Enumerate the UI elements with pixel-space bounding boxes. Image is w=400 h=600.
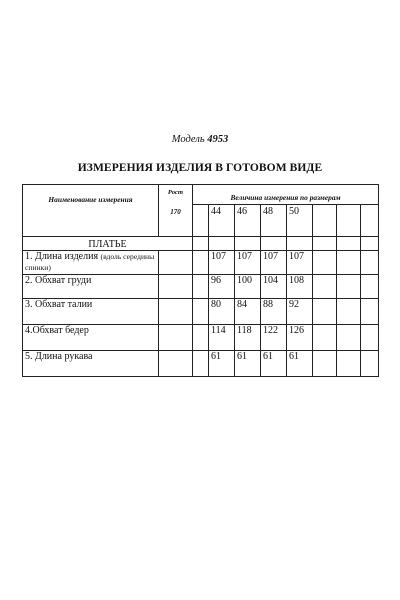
row-label: 4.Обхват бедер xyxy=(23,325,159,351)
empty-cell xyxy=(261,237,287,251)
value-cell: 61 xyxy=(209,351,235,377)
empty-cell xyxy=(159,325,193,351)
empty-cell xyxy=(287,237,313,251)
value-cell: 104 xyxy=(261,275,287,299)
header-height-value: 170 xyxy=(170,208,181,216)
model-number: 4953 xyxy=(207,134,229,145)
empty-cell xyxy=(337,251,361,275)
value-cell: 108 xyxy=(287,275,313,299)
empty-cell xyxy=(361,325,379,351)
size-header-44: 44 xyxy=(209,205,235,237)
empty-cell xyxy=(159,351,193,377)
empty-cell xyxy=(193,325,209,351)
empty-cell xyxy=(193,205,209,237)
empty-cell xyxy=(361,275,379,299)
row-label: 2. Обхват груди xyxy=(23,275,159,299)
value-cell: 61 xyxy=(287,351,313,377)
empty-cell xyxy=(193,237,209,251)
value-cell: 107 xyxy=(209,251,235,275)
row-label: 5. Длина рукава xyxy=(23,351,159,377)
empty-cell xyxy=(337,205,361,237)
value-cell: 118 xyxy=(235,325,261,351)
empty-cell xyxy=(313,325,337,351)
value-cell: 114 xyxy=(209,325,235,351)
header-height xyxy=(159,185,193,237)
value-cell: 107 xyxy=(261,251,287,275)
table-row xyxy=(23,251,379,275)
empty-cell xyxy=(159,299,193,325)
model-caption xyxy=(0,134,400,145)
section-title: ПЛАТЬЕ xyxy=(23,237,193,251)
value-cell: 122 xyxy=(261,325,287,351)
empty-cell xyxy=(193,251,209,275)
empty-cell xyxy=(361,299,379,325)
table-row xyxy=(23,299,379,325)
value-cell: 107 xyxy=(235,251,261,275)
table-row xyxy=(23,325,379,351)
table-row xyxy=(23,275,379,299)
empty-cell xyxy=(313,205,337,237)
empty-cell xyxy=(159,275,193,299)
empty-cell xyxy=(313,251,337,275)
empty-cell xyxy=(337,325,361,351)
empty-cell xyxy=(337,275,361,299)
empty-cell xyxy=(209,237,235,251)
value-cell: 96 xyxy=(209,275,235,299)
empty-cell xyxy=(361,237,379,251)
page-title: ИЗМЕРЕНИЯ ИЗДЕЛИЯ В ГОТОВОМ ВИДЕ xyxy=(77,162,323,174)
empty-cell xyxy=(361,251,379,275)
model-label: Модель xyxy=(171,134,205,145)
empty-cell xyxy=(313,351,337,377)
empty-cell xyxy=(337,299,361,325)
header-height-label: Рост xyxy=(167,189,184,196)
empty-cell xyxy=(193,275,209,299)
empty-cell xyxy=(235,237,261,251)
empty-cell xyxy=(193,351,209,377)
header-sizes-label: Величина измерения по размерам xyxy=(193,185,379,205)
table-row xyxy=(23,351,379,377)
value-cell: 107 xyxy=(287,251,313,275)
empty-cell xyxy=(337,237,361,251)
value-cell: 61 xyxy=(235,351,261,377)
row-label: 3. Обхват талии xyxy=(23,299,159,325)
value-cell: 126 xyxy=(287,325,313,351)
empty-cell xyxy=(313,299,337,325)
value-cell: 80 xyxy=(209,299,235,325)
value-cell: 61 xyxy=(261,351,287,377)
size-header-48: 48 xyxy=(261,205,287,237)
row-label xyxy=(23,251,159,275)
empty-cell xyxy=(159,251,193,275)
value-cell: 88 xyxy=(261,299,287,325)
size-header-50: 50 xyxy=(287,205,313,237)
empty-cell xyxy=(193,299,209,325)
empty-cell xyxy=(313,275,337,299)
measurements-table xyxy=(22,184,379,377)
row-label-text: 1. Длина изделия xyxy=(25,251,99,262)
empty-cell xyxy=(337,351,361,377)
empty-cell xyxy=(361,205,379,237)
empty-cell xyxy=(361,351,379,377)
value-cell: 92 xyxy=(287,299,313,325)
value-cell: 84 xyxy=(235,299,261,325)
empty-cell xyxy=(313,237,337,251)
header-measure-name: Наименование измерения xyxy=(23,185,159,237)
row-label-note: (вдоль середины спинки) xyxy=(25,252,155,272)
value-cell: 100 xyxy=(235,275,261,299)
size-header-46: 46 xyxy=(235,205,261,237)
